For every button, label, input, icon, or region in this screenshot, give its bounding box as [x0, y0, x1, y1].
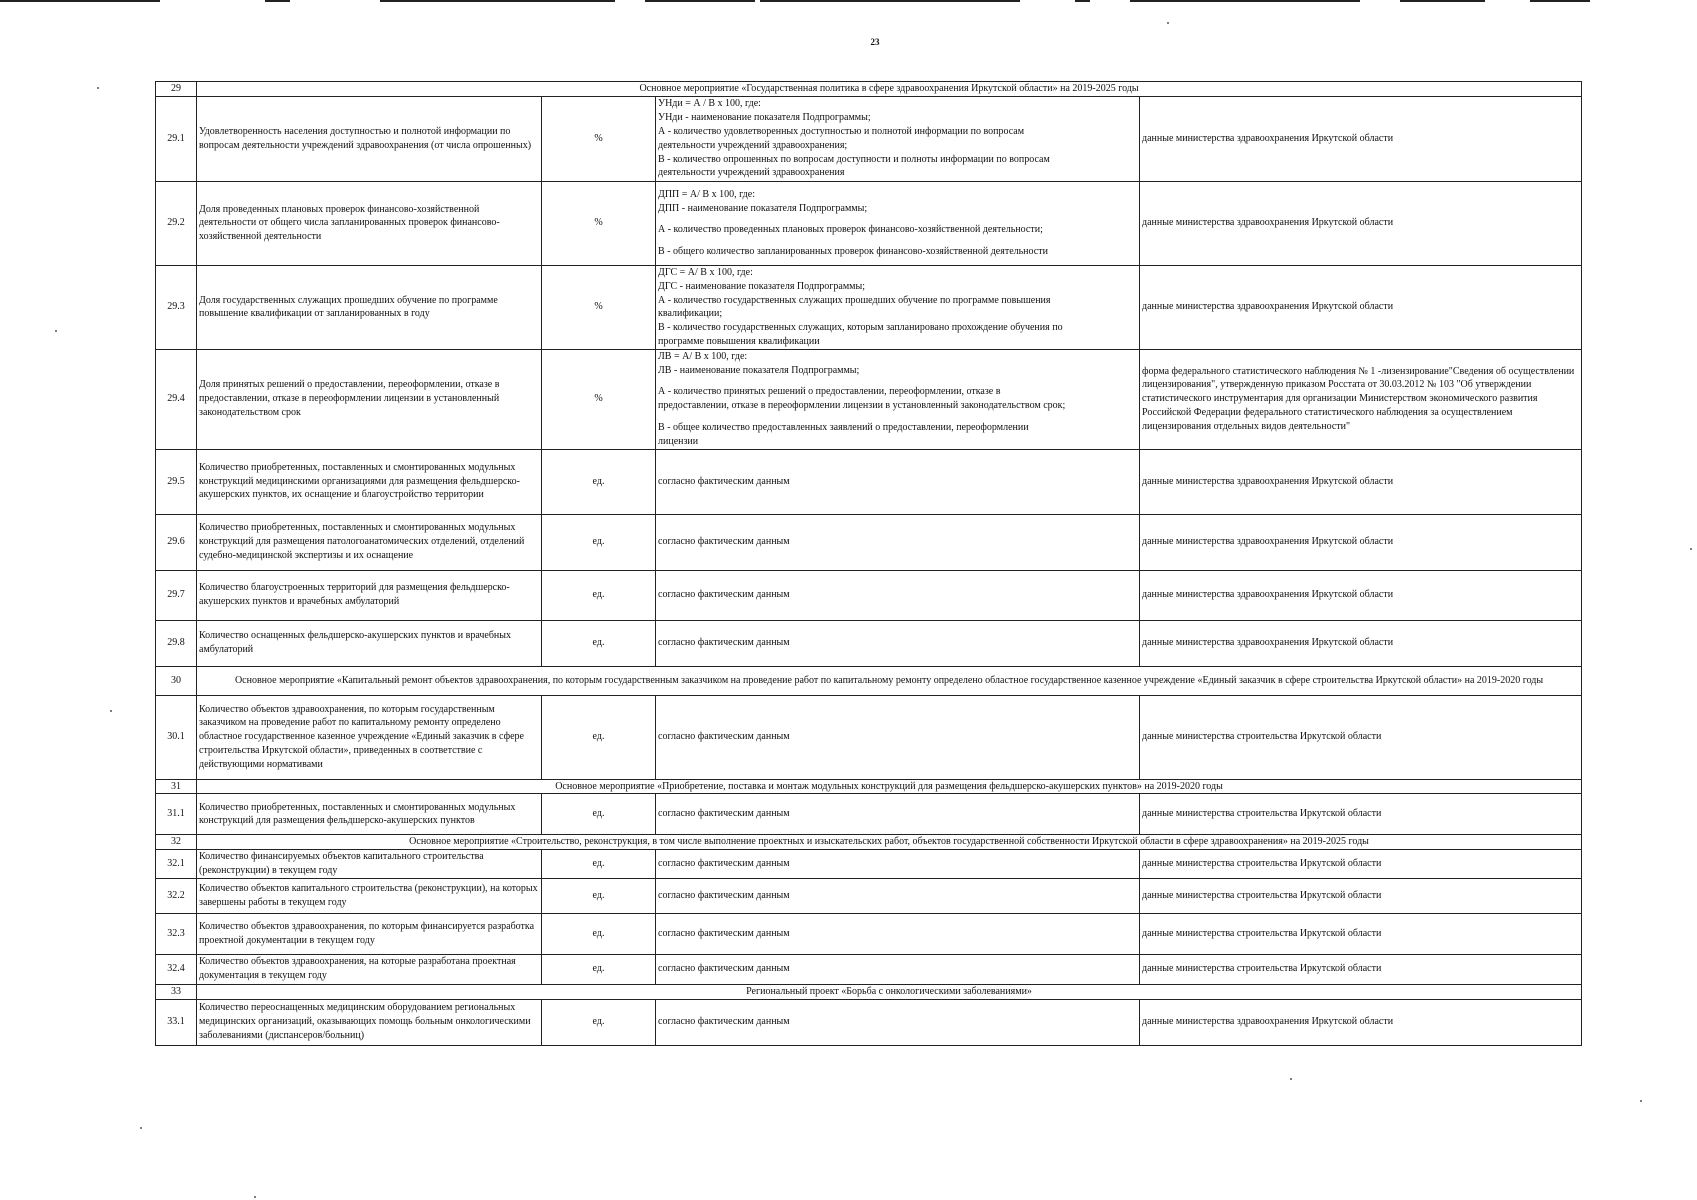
calculation-method: [656, 794, 1140, 835]
unit-of-measure: ед.: [542, 570, 656, 620]
scan-speck: [1290, 1078, 1292, 1080]
indicator-row: [156, 794, 1582, 835]
formula-line: А - количество принятых решений о предоставлении, переоформлении, отказе в: [658, 386, 1001, 398]
indicator-number: 29.7: [156, 570, 197, 620]
formula-line: квалификации;: [658, 308, 723, 320]
indicator-row: [156, 850, 1582, 879]
unit-of-measure: ед.: [542, 954, 656, 984]
unit-of-measure: ед.: [542, 878, 656, 913]
indicator-number: 31.1: [156, 794, 197, 835]
formula-line: ДПП - наименование показателя Подпрограммы;: [658, 202, 868, 214]
indicator-row: [156, 181, 1582, 265]
indicator-name: Количество приобретенных, поставленных и смонтированных модульных конструкций медицинскими организациями для размещения фельдшерско-акушерских пунктов, их оснащение и благоустройство территории: [197, 449, 542, 514]
scan-speck: [97, 87, 99, 89]
data-source: форма федерального статистического наблюдения № 1 -лизензирование"Сведения об осуществлении лицензирования", утвержденную приказом Росстата от 30.03.2012 № 103 "Об утверждении статистического инструментария для организации Министерством экономического развития Российской Федерации федерального статистического наблюдения за осуществлением лицензирования отдельных видов деятельности": [1140, 349, 1582, 449]
unit-of-measure: ед.: [542, 449, 656, 514]
formula-line: согласно фактическим данным: [658, 963, 790, 975]
calculation-method: [656, 695, 1140, 779]
scan-edge-line: [1400, 0, 1485, 2]
indicator-name: Удовлетворенность населения доступностью и полнотой информации по вопросам деятельности учреждений здравоохранения (от числа опрошенных): [197, 96, 542, 181]
formula-line: ДГС = А/ В х 100, где:: [658, 266, 753, 278]
data-source: данные министерства здравоохранения Иркутской области: [1140, 96, 1582, 181]
formula-line: В - количество опрошенных по вопросам доступности и полноты информации по вопросам: [658, 153, 1050, 165]
formula-line: А - количество проведенных плановых проверок финансово-хозяйственной деятельности;: [658, 224, 1043, 236]
unit-of-measure: %: [542, 96, 656, 181]
data-source: данные министерства строительства Иркутской области: [1140, 913, 1582, 954]
indicator-name: Доля проведенных плановых проверок финансово-хозяйственной деятельности от общего числа запланированных проверок финансово-хозяйственной деятельности: [197, 181, 542, 265]
data-source: данные министерства строительства Иркутской области: [1140, 850, 1582, 879]
data-source: данные министерства здравоохранения Иркутской области: [1140, 265, 1582, 349]
indicator-number: 30.1: [156, 695, 197, 779]
unit-of-measure: %: [542, 181, 656, 265]
section-row: [156, 984, 1582, 999]
unit-of-measure: ед.: [542, 514, 656, 570]
formula-line: предоставлении, отказе в переоформлении лицензии в установленный законодательством срок;: [658, 400, 1066, 412]
indicator-name: Доля принятых решений о предоставлении, переоформлении, отказе в предоставлении, отказе в переоформлении лицензии в установленный законодательством срок: [197, 349, 542, 449]
formula-gap: [658, 413, 1137, 421]
indicator-name: Количество объектов здравоохранения, на которые разработана проектная документация в текущем году: [197, 954, 542, 984]
unit-of-measure: ед.: [542, 913, 656, 954]
calculation-method: [656, 954, 1140, 984]
formula-line: А - количество удовлетворенных доступностью и полнотой информации по вопросам: [658, 126, 1025, 137]
indicator-number: 29.5: [156, 449, 197, 514]
indicator-row: [156, 96, 1582, 181]
indicator-number: 29.4: [156, 349, 197, 449]
formula-line: согласно фактическим данным: [658, 536, 790, 548]
formula-line: согласно фактическим данным: [658, 475, 790, 487]
section-title: Основное мероприятие «Государственная политика в сфере здравоохранения Иркутской области» на 2019-2025 годы: [197, 82, 1582, 97]
formula-line: согласно фактическим данным: [658, 1016, 790, 1028]
indicator-name: Количество объектов здравоохранения, по которым финансируется разработка проектной документации в текущем году: [197, 913, 542, 954]
scan-speck: [140, 1127, 142, 1129]
unit-of-measure: ед.: [542, 999, 656, 1045]
scan-edge-line: [0, 0, 160, 2]
unit-of-measure: ед.: [542, 850, 656, 879]
formula-line: В - общее количество предоставленных заявлений о предоставлении, переоформлении: [658, 421, 1029, 433]
data-source: данные министерства строительства Иркутской области: [1140, 695, 1582, 779]
scan-speck: [55, 330, 57, 332]
scan-edge-line: [380, 0, 615, 2]
unit-of-measure: ед.: [542, 794, 656, 835]
scan-edge-line: [645, 0, 755, 2]
section-number: 29: [156, 82, 197, 97]
data-source: данные министерства здравоохранения Иркутской области: [1140, 181, 1582, 265]
indicator-name: Доля государственных служащих прошедших обучение по программе повышение квалификации от запланированных в году: [197, 265, 542, 349]
indicator-row: [156, 514, 1582, 570]
formula-line: ЛВ - наименование показателя Подпрограммы;: [658, 364, 860, 376]
scan-edge-line: [1075, 0, 1090, 2]
formula-line: согласно фактическим данным: [658, 731, 790, 743]
unit-of-measure: %: [542, 349, 656, 449]
scan-edge-line: [265, 0, 290, 2]
indicator-row: [156, 913, 1582, 954]
scan-edge-line: [760, 0, 1020, 2]
scan-speck: [1167, 22, 1169, 24]
formula-line: согласно фактическим данным: [658, 637, 790, 649]
indicator-name: Количество объектов капитального строительства (реконструкции), на которых завершены работы в текущем году: [197, 878, 542, 913]
formula-line: согласно фактическим данным: [658, 589, 790, 601]
indicator-number: 32.1: [156, 850, 197, 879]
indicator-row: [156, 999, 1582, 1045]
section-row: [156, 82, 1582, 97]
unit-of-measure: ед.: [542, 620, 656, 666]
formula-gap: [658, 215, 1137, 223]
calculation-method: [656, 265, 1140, 349]
section-number: 33: [156, 984, 197, 999]
scan-speck: [254, 1196, 256, 1198]
data-source: данные министерства здравоохранения Иркутской области: [1140, 620, 1582, 666]
scan-edge-line: [1530, 0, 1590, 2]
data-source: данные министерства строительства Иркутской области: [1140, 794, 1582, 835]
indicator-name: Количество благоустроенных территорий для размещения фельдшерско-акушерских пунктов и врачебных амбулаторий: [197, 570, 542, 620]
data-source: данные министерства строительства Иркутской области: [1140, 878, 1582, 913]
formula-line: ЛВ = А/ В х 100, где:: [658, 350, 748, 362]
page-number: 23: [870, 37, 880, 47]
formula-line: согласно фактическим данным: [658, 889, 790, 901]
calculation-method: [656, 96, 1140, 181]
calculation-method: [656, 913, 1140, 954]
calculation-method: [656, 181, 1140, 265]
calculation-method: [656, 620, 1140, 666]
formula-line: В - количество государственных служащих, которым запланировано прохождение обучения по: [658, 322, 1063, 334]
scan-speck: [1690, 548, 1692, 550]
section-title: Основное мероприятие «Приобретение, поставка и монтаж модульных конструкций для размещения фельдшерско-акушерских пунктов» на 2019-2020 годы: [197, 779, 1582, 794]
formula-line: ДПП = А/ В х 100, где:: [658, 188, 755, 200]
section-row: [156, 779, 1582, 794]
section-row: [156, 666, 1582, 695]
indicator-row: [156, 695, 1582, 779]
formula-line: В - общего количество запланированных проверок финансово-хозяйственной деятельности: [658, 246, 1048, 258]
indicator-row: [156, 620, 1582, 666]
unit-of-measure: %: [542, 265, 656, 349]
section-title: Основное мероприятие «Капитальный ремонт объектов здравоохранения, по которым государственным заказчиком на проведение работ по капитальному ремонту определено областное государственное казенное учреждение «Единый заказчик в сфере строительства Иркутской области» на 2019-2020 годы: [197, 666, 1582, 695]
indicator-name: Количество переоснащенных медицинским оборудованием региональных медицинских организаций, оказывающих помощь больным онкологическими заболеваниями (диспансеров/больниц): [197, 999, 542, 1045]
calculation-method: [656, 449, 1140, 514]
formula-line: А - количество государственных служащих прошедших обучение по программе повышения: [658, 294, 1051, 306]
calculation-method: [656, 850, 1140, 879]
indicator-number: 32.3: [156, 913, 197, 954]
formula-line: УНди = А / В х 100, где:: [658, 98, 761, 110]
calculation-method: [656, 514, 1140, 570]
indicator-number: 29.6: [156, 514, 197, 570]
indicator-name: Количество оснащенных фельдшерско-акушерских пунктов и врачебных амбулаторий: [197, 620, 542, 666]
indicator-row: [156, 449, 1582, 514]
indicator-name: Количество финансируемых объектов капитального строительства (реконструкции) в текущем году: [197, 850, 542, 879]
indicator-name: Количество приобретенных, поставленных и смонтированных модульных конструкций для размещения патологоанатомических отделений, отделений судебно-медицинской экспертизы и их оснащение: [197, 514, 542, 570]
formula-line: ДГС - наименование показателя Подпрограммы;: [658, 280, 865, 292]
formula-line: согласно фактическим данным: [658, 808, 790, 820]
formula-line: деятельности учреждений здравоохранения;: [658, 139, 848, 151]
scan-speck: [1640, 1100, 1642, 1102]
data-source: данные министерства строительства Иркутской области: [1140, 954, 1582, 984]
indicators-table: [155, 81, 1582, 1046]
calculation-method: [656, 570, 1140, 620]
scan-edge-line: [1130, 0, 1360, 2]
calculation-method: [656, 999, 1140, 1045]
data-source: данные министерства здравоохранения Иркутской области: [1140, 570, 1582, 620]
formula-line: программе повышения квалификации: [658, 335, 820, 347]
indicator-number: 29.2: [156, 181, 197, 265]
indicator-number: 29.1: [156, 96, 197, 181]
indicator-number: 29.8: [156, 620, 197, 666]
calculation-method: [656, 349, 1140, 449]
indicator-number: 32.2: [156, 878, 197, 913]
section-number: 31: [156, 779, 197, 794]
calculation-method: [656, 878, 1140, 913]
indicator-number: 33.1: [156, 999, 197, 1045]
indicator-row: [156, 265, 1582, 349]
indicator-name: Количество объектов здравоохранения, по которым государственным заказчиком на проведение работ по капитальному ремонту определено областное государственное казенное учреждение «Единый заказчик в сфере строительства Иркутской области», приведенных в соответствие с действующими нормативами: [197, 695, 542, 779]
indicator-number: 29.3: [156, 265, 197, 349]
formula-gap: [658, 377, 1137, 385]
indicator-row: [156, 570, 1582, 620]
indicator-number: 32.4: [156, 954, 197, 984]
data-source: данные министерства здравоохранения Иркутской области: [1140, 449, 1582, 514]
unit-of-measure: ед.: [542, 695, 656, 779]
formula-line: деятельности учреждений здравоохранения: [658, 167, 845, 179]
formula-line: согласно фактическим данным: [658, 927, 790, 939]
section-title: Региональный проект «Борьба с онкологическими заболеваниями»: [197, 984, 1582, 999]
indicator-row: [156, 349, 1582, 449]
formula-gap: [658, 237, 1137, 245]
formula-line: согласно фактическим данным: [658, 858, 790, 870]
scan-speck: [110, 710, 112, 712]
indicators-table-body: [156, 82, 1582, 1046]
data-source: данные министерства здравоохранения Иркутской области: [1140, 999, 1582, 1045]
section-number: 32: [156, 835, 197, 850]
indicator-row: [156, 954, 1582, 984]
data-source: данные министерства здравоохранения Иркутской области: [1140, 514, 1582, 570]
section-title: Основное мероприятие «Строительство, реконструкция, в том числе выполнение проектных и изыскательских работ, объектов государственной собственности Иркутской области в сфере здравоохранения» на 2019-2025 годы: [197, 835, 1582, 850]
formula-line: лицензии: [658, 435, 699, 447]
indicator-name: Количество приобретенных, поставленных и смонтированных модульных конструкций для размещения фельдшерско-акушерских пунктов: [197, 794, 542, 835]
section-row: [156, 835, 1582, 850]
formula-line: УНди - наименование показателя Подпрограммы;: [658, 112, 871, 124]
section-number: 30: [156, 666, 197, 695]
indicator-row: [156, 878, 1582, 913]
